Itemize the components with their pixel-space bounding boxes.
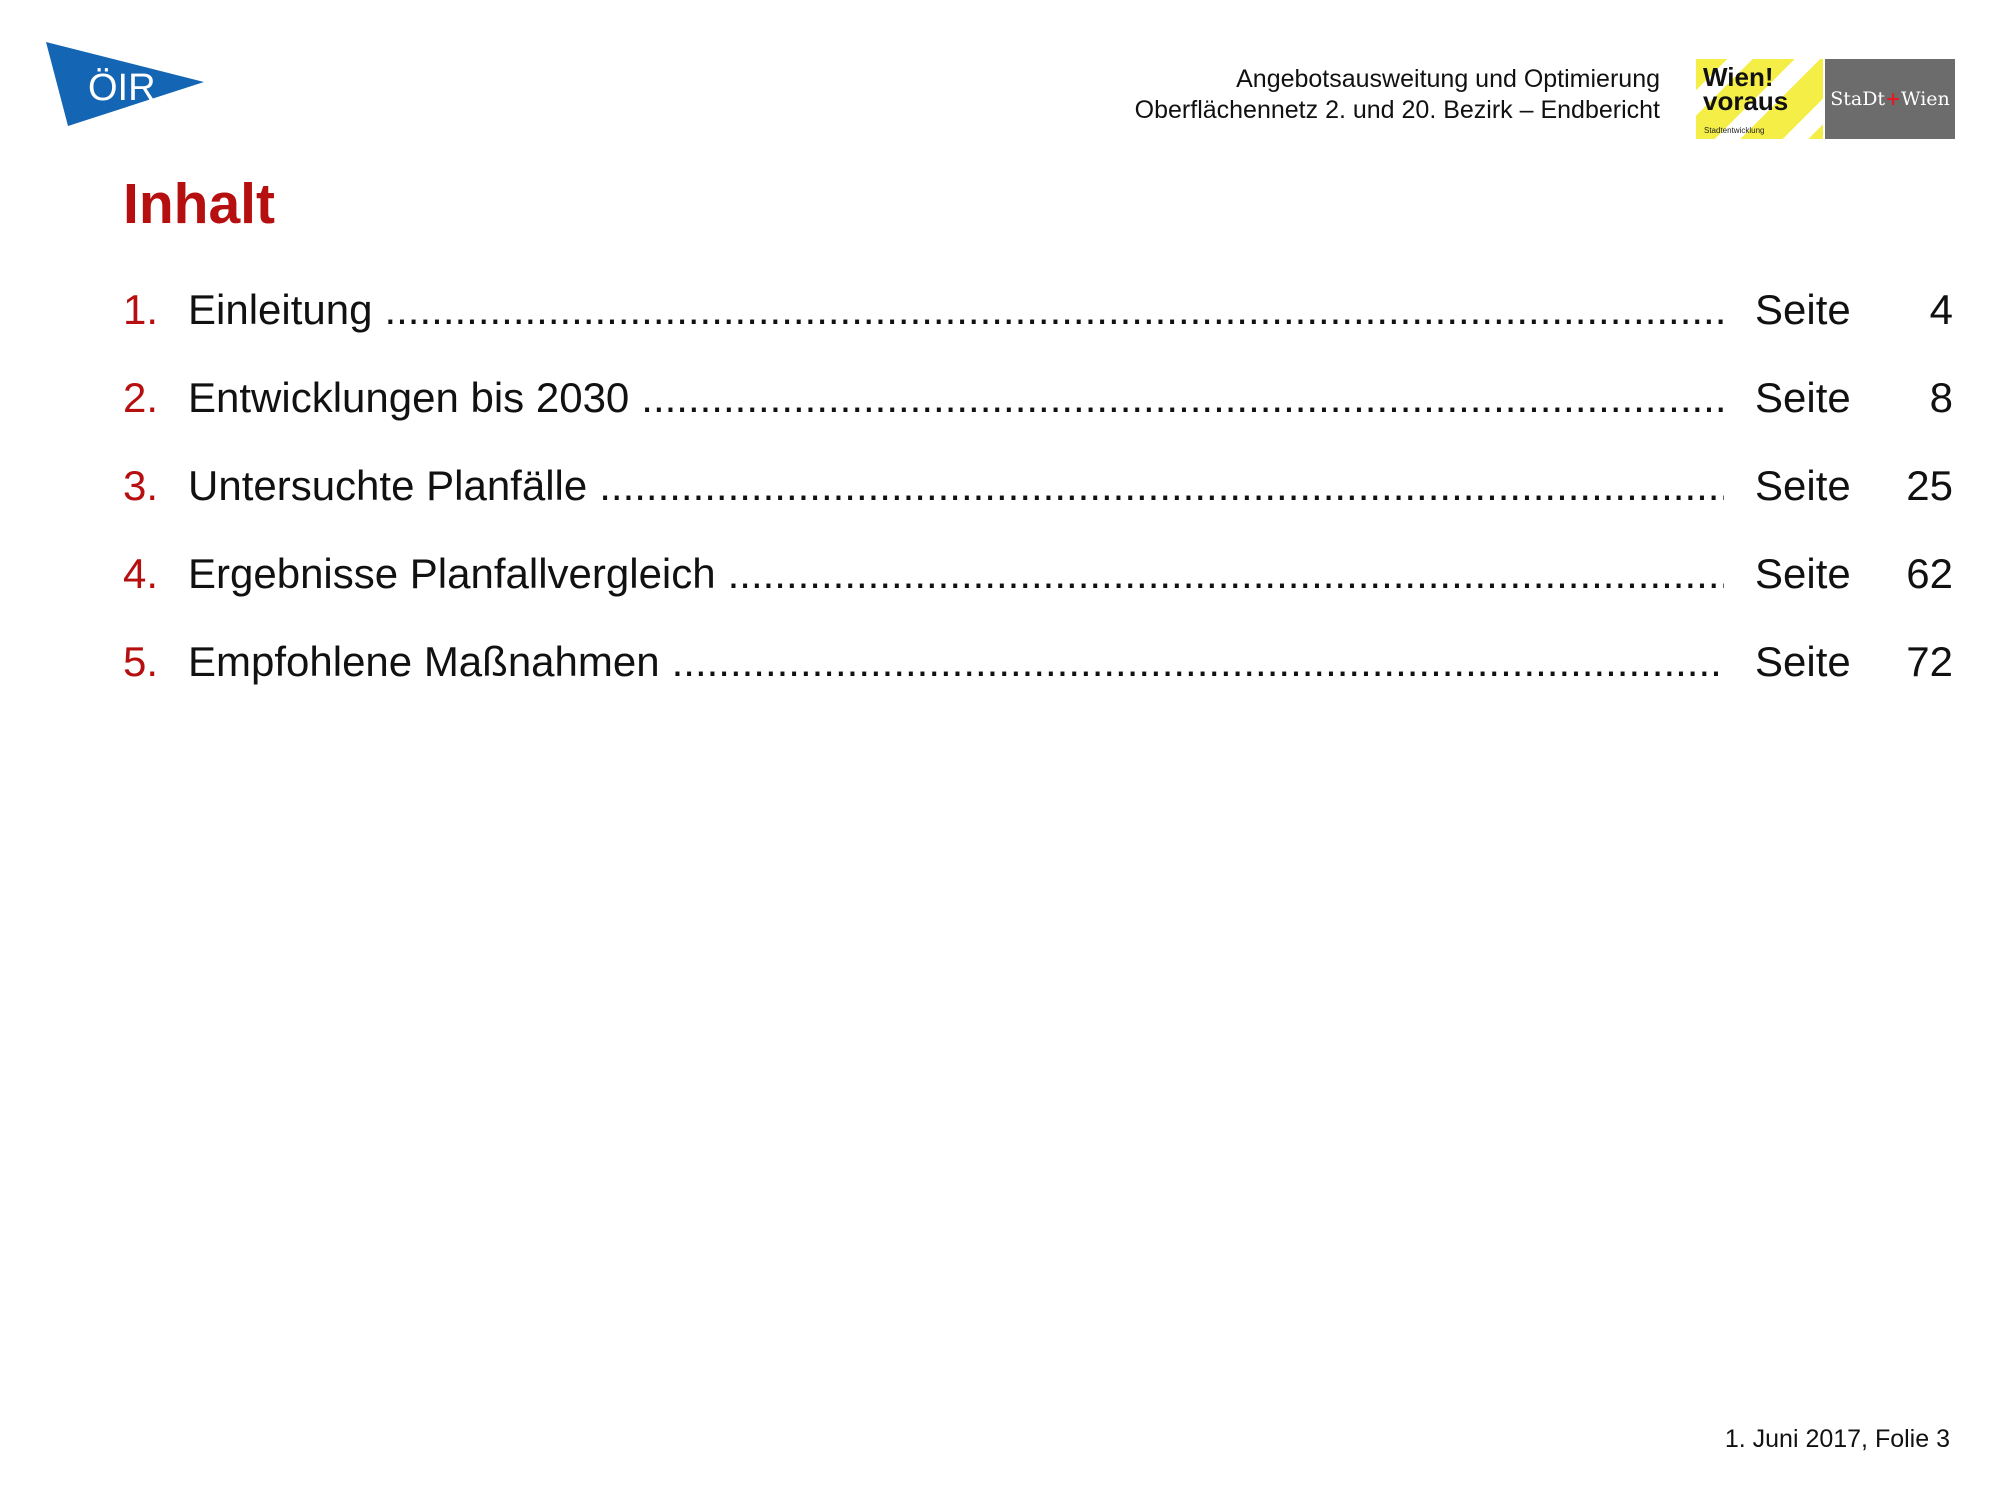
toc-item-seite-label: Seite [1755,374,1851,421]
toc-item-title: Entwicklungen bis 2030 [188,374,630,421]
toc-item-page: 72 [1906,638,1953,685]
stadt-wien-logo [1825,59,1955,139]
oir-logo [44,40,214,126]
toc-item-seite-label: Seite [1755,286,1851,333]
toc-item-title: Empfohlene Maßnahmen [188,638,660,685]
toc-leader-dots [728,544,1724,604]
toc-item-page: 25 [1906,462,1953,509]
toc-item-title: Ergebnisse Planfallvergleich [188,550,716,597]
toc-item [123,368,1953,456]
page-title: Inhalt [123,172,275,236]
slide-footer: 1. Juni 2017, Folie 3 [1724,1425,1950,1453]
wien-voraus-line-1: Wien! [1703,62,1774,92]
wien-voraus-subtitle: Stadtentwicklung [1704,126,1765,135]
header-line-2: Oberflächennetz 2. und 20. Bezirk – Endbericht [1134,96,1660,124]
document-header [1135,64,1660,126]
toc-item-entry [188,368,1724,428]
toc-item-entry [188,456,1724,516]
toc-item-number: 4. [123,550,159,597]
toc-item-page: 8 [1929,374,1953,421]
toc-item [123,632,1953,720]
toc-item-entry [188,280,1724,340]
plus-icon: + [1885,88,1901,110]
wien-voraus-wordmark [1703,62,1789,116]
toc-item-title: Einleitung [188,286,373,333]
toc-leader-dots [672,632,1724,692]
toc-leader-dots [384,280,1724,340]
toc-item-page: 62 [1906,550,1953,597]
oir-logo-text: ÖIR [88,67,156,109]
toc-leader-dots [599,456,1724,516]
toc-item [123,544,1953,632]
toc-item-title: Untersuchte Planfälle [188,462,588,509]
toc-item-number: 1. [123,286,159,333]
toc-item-seite-label: Seite [1755,550,1851,597]
toc-item-seite-label: Seite [1755,638,1851,685]
table-of-contents [123,280,1953,720]
toc-item [123,280,1953,368]
toc-item-number: 5. [123,638,159,685]
toc-item-seite-label: Seite [1755,462,1851,509]
stadt-wien-left: StaDt [1830,88,1886,110]
stadt-wien-right: Wien [1901,88,1950,110]
toc-leader-dots [641,368,1724,428]
wien-voraus-line-2: voraus [1703,86,1789,116]
toc-item [123,456,1953,544]
toc-item-number: 2. [123,374,159,421]
toc-item-number: 3. [123,462,159,509]
wien-voraus-logo [1696,59,1823,139]
header-line-1: Angebotsausweitung und Optimierung [1236,65,1660,93]
toc-item-entry [188,632,1724,692]
toc-item-page: 4 [1929,286,1953,333]
toc-item-entry [188,544,1724,604]
